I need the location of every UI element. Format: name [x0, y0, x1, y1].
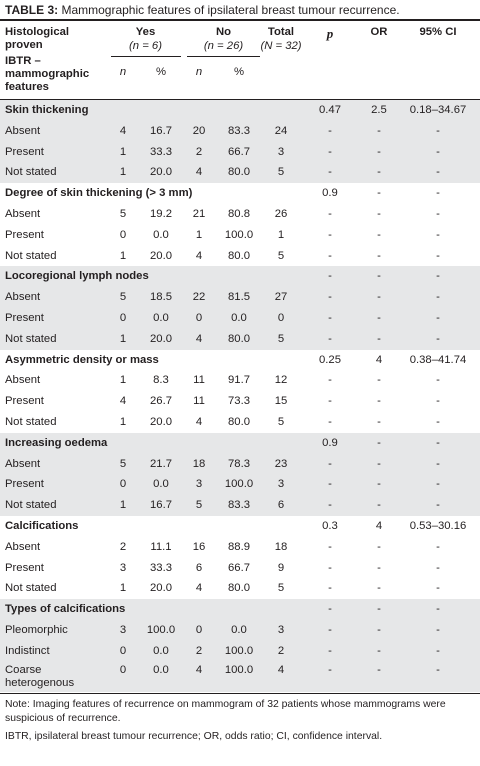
yes-n-cell: 1 — [119, 582, 127, 595]
yes-pct-cell: 16.7 — [150, 124, 172, 137]
p-value-cell: - — [328, 208, 332, 220]
p-value-cell: - — [328, 249, 332, 262]
p-value-cell: - — [328, 499, 332, 512]
table-row — [0, 308, 480, 329]
no-pct-cell: 0.0 — [231, 624, 247, 636]
ci-cell: - — [436, 395, 440, 408]
row-label: Pleomorphic — [5, 624, 68, 636]
no-pct-cell: 80.0 — [228, 249, 250, 262]
ci-cell: - — [436, 145, 440, 158]
no-pct-cell: 66.7 — [228, 561, 250, 574]
table-row — [0, 121, 480, 142]
ci-cell: - — [436, 208, 440, 220]
p-value-cell: 0.47 — [319, 104, 341, 116]
ci-cell: 0.38–41.74 — [409, 353, 467, 366]
no-pct-cell: 73.3 — [228, 395, 250, 408]
no-pct-cell: 91.7 — [228, 374, 250, 387]
row-label: Present — [5, 561, 44, 574]
ci-cell: - — [436, 603, 440, 616]
total-cell: 27 — [274, 291, 288, 304]
odds-ratio-cell: 4 — [375, 520, 383, 532]
header-p: p — [326, 26, 334, 41]
p-value-cell: - — [328, 291, 332, 304]
no-pct-cell: 66.7 — [228, 145, 250, 158]
header-mammographic: mammographic — [5, 68, 90, 80]
table-row — [0, 162, 480, 183]
odds-ratio-cell: - — [377, 374, 381, 387]
table-row — [0, 620, 480, 641]
ci-cell: - — [436, 249, 440, 262]
ci-cell: - — [436, 582, 440, 595]
row-label: Not stated — [5, 416, 57, 428]
yes-n-cell: 0 — [119, 312, 127, 324]
header-total: Total — [267, 26, 295, 38]
ci-cell: - — [436, 540, 440, 553]
odds-ratio-cell: 4 — [375, 353, 383, 366]
odds-ratio-cell: - — [377, 228, 381, 241]
odds-ratio-cell: - — [377, 270, 381, 283]
total-cell: 5 — [277, 582, 285, 595]
ci-cell: - — [436, 270, 440, 283]
no-pct-cell: 80.8 — [228, 208, 250, 220]
ci-cell: - — [436, 228, 440, 241]
yes-n-cell: 1 — [119, 145, 127, 158]
p-value-cell: - — [328, 561, 332, 574]
no-n-cell: 6 — [195, 561, 203, 574]
table-row — [0, 495, 480, 516]
no-n-cell: 4 — [195, 249, 203, 262]
yes-n-cell: 1 — [119, 499, 127, 512]
yes-pct-cell: 20.0 — [150, 582, 172, 595]
table-number: TABLE 3: — [5, 3, 59, 17]
total-cell: 6 — [277, 499, 285, 512]
p-value-cell: - — [328, 166, 332, 179]
p-value-cell: - — [328, 603, 332, 616]
odds-ratio-cell: - — [377, 124, 381, 137]
ci-cell: - — [436, 478, 440, 491]
yes-pct-cell: 33.3 — [150, 145, 172, 158]
yes-n-cell: 4 — [119, 395, 127, 408]
ci-cell: - — [436, 644, 440, 657]
odds-ratio-cell: - — [377, 416, 381, 428]
total-cell: 5 — [277, 332, 285, 345]
no-pct-cell: 83.3 — [228, 124, 250, 137]
p-value-cell: - — [328, 374, 332, 387]
no-pct-cell: 80.0 — [228, 416, 250, 428]
total-cell: 1 — [277, 228, 285, 241]
row-label: Present — [5, 395, 44, 408]
header-no: No — [215, 26, 232, 38]
odds-ratio-cell: - — [377, 145, 381, 158]
header-yes-n: (n = 6) — [129, 40, 162, 52]
p-value-cell: - — [328, 124, 332, 137]
yes-pct-cell: 19.2 — [150, 208, 172, 220]
no-n-cell: 4 — [195, 663, 203, 676]
p-value-cell: - — [328, 457, 332, 470]
no-pct-cell: 100.0 — [224, 478, 254, 491]
yes-pct-cell: 0.0 — [153, 228, 169, 241]
no-n-cell: 16 — [192, 540, 206, 553]
yes-pct-cell: 100.0 — [146, 624, 176, 636]
header-histological: Histological — [5, 26, 70, 38]
header-proven: proven — [5, 39, 43, 51]
section-label: Calcifications — [5, 520, 79, 532]
total-cell: 23 — [274, 457, 288, 470]
yes-pct-cell: 33.3 — [150, 561, 172, 574]
odds-ratio-cell: - — [377, 561, 381, 574]
no-pct-cell: 0.0 — [231, 312, 247, 324]
odds-ratio-cell: - — [377, 312, 381, 324]
odds-ratio-cell: - — [377, 187, 381, 200]
total-cell: 4 — [277, 663, 285, 676]
table-row — [0, 246, 480, 267]
p-value-cell: - — [328, 312, 332, 324]
odds-ratio-cell: - — [377, 395, 381, 408]
yes-n-cell: 0 — [119, 644, 127, 657]
table-row — [0, 537, 480, 558]
header-features: features — [5, 81, 49, 93]
row-label: Absent — [5, 124, 41, 137]
row-label: Present — [5, 312, 44, 324]
no-n-cell: 11 — [193, 374, 205, 387]
total-cell: 3 — [277, 478, 285, 491]
no-pct-cell: 80.0 — [228, 332, 250, 345]
ci-cell: - — [436, 457, 440, 470]
yes-n-cell: 5 — [119, 208, 127, 220]
yes-pct-cell: 20.0 — [150, 332, 172, 345]
ci-cell: - — [436, 291, 440, 304]
yes-n-cell: 5 — [119, 457, 127, 470]
odds-ratio-cell: - — [377, 166, 381, 179]
row-label: Absent — [5, 457, 41, 470]
odds-ratio-cell: - — [377, 663, 381, 676]
table-row — [0, 391, 480, 412]
ci-cell: - — [436, 663, 440, 676]
yes-rule — [111, 56, 181, 57]
no-n-cell: 11 — [193, 395, 205, 408]
odds-ratio-cell: - — [377, 478, 381, 491]
yes-n-cell: 5 — [119, 291, 127, 304]
ci-cell: - — [436, 124, 440, 137]
table-row — [0, 204, 480, 225]
yes-n-cell: 0 — [119, 228, 127, 241]
p-value-cell: - — [328, 145, 332, 158]
ci-cell: 0.18–34.67 — [409, 104, 467, 116]
odds-ratio-cell: - — [377, 603, 381, 616]
header-yes-n-col: n — [119, 66, 127, 78]
ci-cell: - — [436, 436, 440, 449]
p-value-cell: - — [328, 478, 332, 491]
odds-ratio-cell: - — [377, 644, 381, 657]
yes-n-cell: 2 — [119, 540, 127, 553]
total-cell: 26 — [274, 208, 288, 220]
p-value-cell: - — [328, 663, 332, 676]
ci-cell: - — [436, 187, 440, 200]
row-label: Absent — [5, 540, 41, 553]
section-row — [0, 350, 480, 371]
row-label: Absent — [5, 208, 41, 220]
table-abbreviations: IBTR, ipsilateral breast tumour recurrence; OR, odds ratio; CI, confidence interval. — [5, 730, 383, 742]
table-bottom-rule — [0, 693, 480, 694]
p-value-cell: - — [328, 582, 332, 595]
p-value-cell: - — [328, 228, 332, 241]
yes-pct-cell: 11.1 — [150, 540, 172, 553]
header-total-n: (N = 32) — [260, 40, 302, 52]
yes-pct-cell: 16.7 — [150, 499, 172, 512]
yes-pct-cell: 20.0 — [150, 416, 172, 428]
header-no-n: (n = 26) — [203, 40, 244, 52]
table-caption: Mammographic features of ipsilateral breast tumour recurrence. — [58, 3, 400, 17]
odds-ratio-cell: - — [377, 457, 381, 470]
no-n-cell: 4 — [195, 582, 203, 595]
total-cell: 3 — [277, 145, 285, 158]
table-row — [0, 578, 480, 599]
row-label: Not stated — [5, 166, 57, 179]
total-cell: 3 — [277, 624, 285, 636]
yes-n-cell: 3 — [119, 561, 127, 574]
p-value-cell: - — [328, 624, 332, 636]
ci-cell: 0.53–30.16 — [409, 520, 467, 532]
no-pct-cell: 100.0 — [224, 228, 254, 241]
section-label: Skin thickening — [5, 104, 89, 116]
section-row — [0, 100, 480, 121]
p-value-cell: 0.25 — [319, 353, 341, 366]
yes-n-cell: 1 — [119, 374, 127, 387]
section-label: Degree of skin thickening (> 3 mm) — [5, 187, 193, 200]
total-cell: 18 — [274, 540, 288, 553]
row-label: Present — [5, 228, 44, 241]
section-row — [0, 266, 480, 287]
header-no-n-col: n — [195, 66, 203, 78]
yes-pct-cell: 26.7 — [150, 395, 172, 408]
table-row — [0, 142, 480, 163]
total-cell: 24 — [274, 124, 288, 137]
yes-pct-cell: 0.0 — [153, 663, 169, 676]
yes-n-cell: 1 — [119, 166, 127, 179]
table-row — [0, 225, 480, 246]
section-label: Asymmetric density or mass — [5, 353, 159, 366]
header-ci: 95% CI — [419, 26, 457, 38]
row-label: Not stated — [5, 499, 57, 512]
no-n-cell: 18 — [192, 457, 206, 470]
table-note: Note: Imaging features of recurrence on mammogram of 32 patients whose mammograms were suspicious of recurrence. — [5, 698, 446, 724]
row-label: Present — [5, 145, 44, 158]
row-label: Coarse heterogenous — [5, 663, 75, 689]
table-row — [0, 287, 480, 308]
table-row — [0, 454, 480, 475]
yes-pct-cell: 20.0 — [150, 166, 172, 179]
ci-cell: - — [436, 166, 440, 179]
total-cell: 2 — [277, 644, 285, 657]
odds-ratio-cell: - — [377, 436, 381, 449]
header-no-pct-col: % — [233, 66, 245, 78]
section-label: Locoregional lymph nodes — [5, 270, 149, 283]
total-cell: 5 — [277, 166, 285, 179]
section-label: Types of calcifications — [5, 603, 126, 616]
row-label: Indistinct — [5, 644, 50, 657]
no-n-cell: 4 — [195, 416, 203, 428]
no-pct-cell: 100.0 — [224, 644, 254, 657]
section-row — [0, 599, 480, 620]
yes-pct-cell: 18.5 — [150, 291, 172, 304]
row-label: Absent — [5, 291, 41, 304]
no-n-cell: 4 — [195, 166, 203, 179]
section-row — [0, 433, 480, 454]
yes-n-cell: 1 — [119, 332, 127, 345]
header-yes-pct-col: % — [155, 66, 167, 78]
yes-n-cell: 1 — [119, 416, 127, 428]
section-row — [0, 183, 480, 204]
odds-ratio-cell: 2.5 — [371, 104, 387, 116]
no-n-cell: 5 — [195, 499, 203, 512]
table-row — [0, 412, 480, 433]
no-n-cell: 0 — [195, 624, 203, 636]
yes-n-cell: 0 — [119, 663, 127, 676]
odds-ratio-cell: - — [377, 249, 381, 262]
total-cell: 5 — [277, 416, 285, 428]
p-value-cell: - — [328, 540, 332, 553]
p-value-cell: - — [328, 395, 332, 408]
row-label: Present — [5, 478, 44, 491]
section-row — [0, 516, 480, 537]
p-value-cell: - — [328, 270, 332, 283]
yes-n-cell: 1 — [119, 249, 127, 262]
table-row — [0, 641, 480, 662]
p-value-cell: 0.9 — [322, 187, 338, 200]
no-pct-cell: 80.0 — [228, 582, 250, 595]
total-cell: 9 — [277, 561, 285, 574]
odds-ratio-cell: - — [377, 624, 381, 636]
table-row — [0, 662, 480, 692]
yes-pct-cell: 0.0 — [153, 312, 169, 324]
yes-pct-cell: 0.0 — [153, 478, 169, 491]
p-value-cell: - — [328, 416, 332, 428]
ci-cell: - — [436, 499, 440, 512]
header-yes: Yes — [135, 26, 156, 38]
row-label: Absent — [5, 374, 41, 387]
p-value-cell: 0.3 — [322, 520, 338, 532]
yes-pct-cell: 20.0 — [150, 249, 172, 262]
section-label: Increasing oedema — [5, 436, 108, 449]
total-cell: 15 — [274, 395, 288, 408]
no-n-cell: 0 — [195, 312, 203, 324]
ci-cell: - — [436, 332, 440, 345]
no-n-cell: 22 — [192, 291, 206, 304]
row-label: Not stated — [5, 332, 57, 345]
header-or: OR — [370, 26, 388, 38]
no-pct-cell: 100.0 — [224, 663, 254, 676]
odds-ratio-cell: - — [377, 582, 381, 595]
table-row — [0, 558, 480, 579]
no-pct-cell: 88.9 — [228, 540, 250, 553]
yes-n-cell: 0 — [119, 478, 127, 491]
table-row — [0, 474, 480, 495]
table-header — [0, 23, 480, 100]
no-rule — [187, 56, 260, 57]
no-n-cell: 3 — [195, 478, 203, 491]
odds-ratio-cell: - — [377, 332, 381, 345]
yes-pct-cell: 21.7 — [150, 457, 172, 470]
no-pct-cell: 78.3 — [228, 457, 250, 470]
header-ibtr: IBTR – — [5, 55, 41, 67]
ci-cell: - — [436, 561, 440, 574]
ci-cell: - — [436, 624, 440, 636]
no-n-cell: 1 — [195, 228, 203, 241]
yes-pct-cell: 0.0 — [153, 644, 169, 657]
p-value-cell: - — [328, 644, 332, 657]
no-pct-cell: 80.0 — [228, 166, 250, 179]
odds-ratio-cell: - — [377, 208, 381, 220]
row-label: Not stated — [5, 249, 57, 262]
no-n-cell: 4 — [195, 332, 203, 345]
no-n-cell: 2 — [195, 145, 203, 158]
ci-cell: - — [436, 374, 440, 387]
total-cell: 5 — [277, 249, 285, 262]
yes-pct-cell: 8.3 — [153, 374, 169, 387]
table-row — [0, 329, 480, 350]
no-n-cell: 20 — [192, 124, 206, 137]
yes-n-cell: 3 — [119, 624, 127, 636]
no-pct-cell: 81.5 — [228, 291, 250, 304]
odds-ratio-cell: - — [377, 540, 381, 553]
ci-cell: - — [436, 312, 440, 324]
no-n-cell: 21 — [192, 208, 206, 220]
p-value-cell: 0.9 — [322, 436, 338, 449]
no-n-cell: 2 — [195, 644, 203, 657]
no-pct-cell: 83.3 — [228, 499, 250, 512]
table-row — [0, 370, 480, 391]
odds-ratio-cell: - — [377, 499, 381, 512]
total-cell: 0 — [277, 312, 285, 324]
ci-cell: - — [436, 416, 440, 428]
p-value-cell: - — [328, 332, 332, 345]
total-cell: 12 — [274, 374, 288, 387]
table-title — [0, 0, 480, 21]
yes-n-cell: 4 — [119, 124, 127, 137]
row-label: Not stated — [5, 582, 57, 595]
odds-ratio-cell: - — [377, 291, 381, 304]
